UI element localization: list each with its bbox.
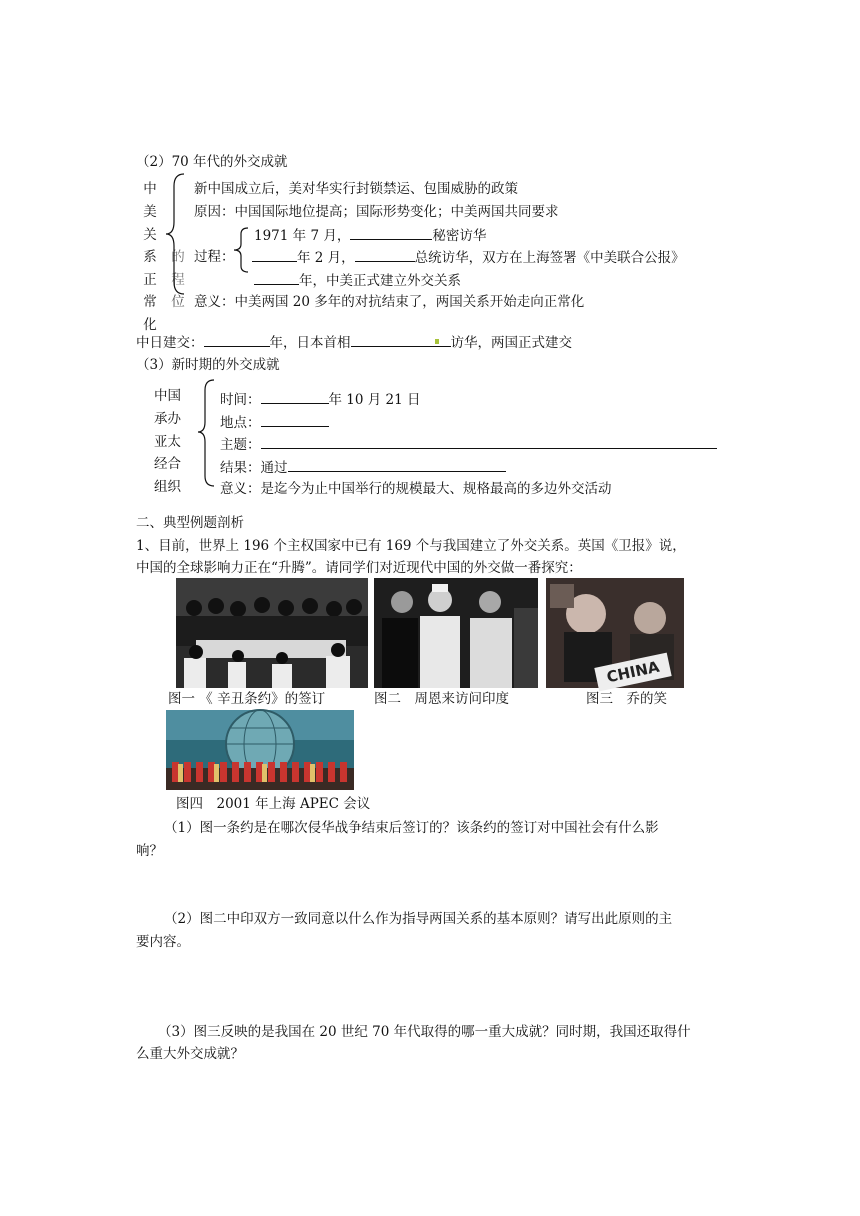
photo-qiao-laugh [546, 578, 684, 688]
question-2-line2: 要内容。 [136, 934, 190, 950]
apec-time: 时间： 年 10 月 21 日 [220, 392, 421, 408]
apec-theme: 主题： [220, 435, 717, 454]
apec-meaning: 意义：是迄今为止中国举行的规模最大、规格最高的多边外交活动 [220, 481, 612, 497]
process-step-1: 1971 年 7 月， 秘密访华 [254, 228, 487, 244]
apec-brace [196, 378, 216, 488]
caption-fig2: 图二 周恩来访问印度 [374, 691, 509, 707]
apec-result: 结果：通过 [220, 458, 506, 477]
question-1-line1: （1）图一条约是在哪次侵华战争结束后签订的？该条约的签订对中国社会有什么影 [164, 820, 659, 836]
q1-intro-line1: 1、目前，世界上 196 个主权国家中已有 169 个与我国建立了外交关系。英国《卫报》说， [136, 538, 686, 554]
sino-us-brace [164, 172, 186, 296]
blank-field[interactable] [261, 390, 329, 404]
question-1-line2: 响？ [136, 843, 163, 859]
caption-fig3: 图三 乔的笑 [586, 691, 667, 707]
blank-field[interactable] [204, 333, 270, 347]
question-2-line1: （2）图二中印双方一致同意以什么作为指导两国关系的基本原则？请写出此原则的主 [164, 911, 673, 927]
process-step-3: 年，中美正式建立外交关系 [254, 271, 461, 290]
apec-place: 地点： [220, 413, 329, 432]
china-nameplate: CHINA [594, 653, 671, 692]
sino-us-meaning: 意义：中美两国 20 多年的对抗结束了，两国关系开始走向正常化 [194, 294, 585, 310]
part2-title: 二、典型例题剖析 [136, 515, 244, 531]
q1-intro-line2: 中国的全球影响力正在“升腾”。请同学们对近现代中国的外交做一番探究： [136, 560, 582, 576]
caption-fig1: 图一 《 辛丑条约》的签订 [168, 691, 326, 707]
question-3-line1: （3）图三反映的是我国在 20 世纪 70 年代取得的哪一重大成就？同时期，我国还取得什 [158, 1024, 691, 1040]
sino-japan-line: 中日建交： 年，日本首相 访华，两国正式建交 [136, 335, 572, 351]
blank-field[interactable] [355, 248, 415, 262]
process-brace [232, 226, 250, 274]
blank-field[interactable] [261, 413, 329, 427]
blank-field[interactable] [288, 458, 506, 472]
sino-us-reason: 原因：中国国际地位提高；国际形势变化；中美两国共同要求 [194, 204, 559, 220]
question-3-line2: 么重大外交成就？ [136, 1046, 244, 1062]
blank-field[interactable] [261, 435, 717, 449]
blank-field[interactable] [254, 271, 299, 285]
sino-us-process-label: 过程： [194, 249, 235, 265]
photo-zhou-enlai-india [374, 578, 538, 688]
section-title-70s: （2）70 年代的外交成就 [136, 154, 288, 170]
photo-apec-2001 [166, 710, 354, 790]
sino-us-background: 新中国成立后，美对华实行封锁禁运、包围威胁的政策 [194, 181, 518, 197]
blank-field[interactable] [252, 248, 297, 262]
section-title-new-era: （3）新时期的外交成就 [136, 357, 280, 373]
blank-field[interactable] [351, 333, 451, 347]
photo-treaty-signing [176, 578, 368, 688]
blank-field[interactable] [350, 226, 432, 240]
process-step-2: 年 2 月， 总统访华，双方在上海签署《中美联合公报》 [252, 248, 685, 267]
marker-dot [435, 339, 439, 344]
caption-fig4: 图四 2001 年上海 APEC 会议 [176, 796, 371, 812]
